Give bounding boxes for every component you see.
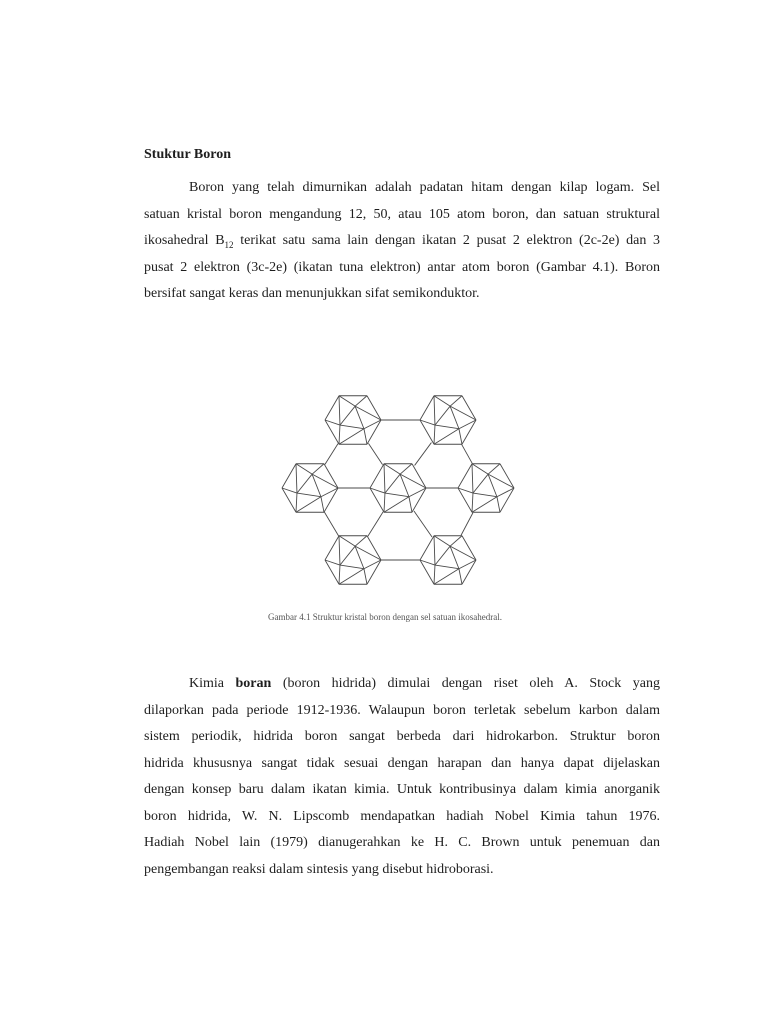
text-run: terikat satu sama lain dengan ikatan 2 pusat 2 elektron (2c-2e) dan 3 [233,233,660,248]
icosahedron-edge [384,464,385,493]
icosahedron-edge [339,565,340,584]
icosahedron-edge [355,546,364,569]
icosahedron [458,464,514,512]
network-link [368,512,383,537]
icosahedron-edge [339,396,355,406]
icosahedron-edge [297,474,312,493]
icosahedron-edge [434,569,459,585]
icosahedron-edge [472,464,473,493]
icosahedron-edge [339,425,340,444]
icosahedron-edge [434,429,459,445]
icosahedron-edge [435,546,450,565]
icosahedron-edge [296,464,312,474]
icosahedron-edge [339,569,364,585]
icosahedron-edge [340,565,364,569]
icosahedron-edge [364,569,367,585]
text-run: ikosahedral B [144,233,225,248]
icosahedron [420,536,476,584]
icosahedron-edge [420,536,434,560]
icosahedron-edge [434,396,450,406]
icosahedron-edge [472,493,473,512]
icosahedron-edge [385,493,409,497]
icosahedron-edge [450,536,462,546]
subscript-12: 12 [224,239,234,250]
icosahedron-edge [339,536,340,565]
icosahedron-edge [434,396,435,425]
icosahedron-edge [434,425,435,444]
paragraph-boron-structure [144,175,660,308]
paragraph-line: dengan konsep baru dalam ikatan kimia. Untuk kontribusinya dalam kimia anorganik [144,782,660,797]
bold-term-boran: boran [235,676,272,691]
icosahedron-edge [364,429,367,445]
icosahedron-edge [355,406,364,429]
icosahedron-edge [340,406,355,425]
icosahedron-edge [497,497,500,513]
icosahedron-edge [450,546,459,569]
icosahedron-edge [473,493,497,497]
text-run: Kimia [189,676,236,691]
paragraph-line: bersifat sangat keras dan menunjukkan sifat semikonduktor. [144,286,480,301]
icosahedron-edge [472,497,497,513]
icosahedron-edge [459,429,462,445]
paragraph-line: dilaporkan pada periode 1912-1936. Walaupun boron terletak sebelum karbon dalam [144,702,660,718]
icosahedron-edge [355,396,367,406]
text-run: (boron hidrida) dimulai dengan riset oleh A. Stock yang [271,676,660,691]
paragraph-line: boron hidrida, W. N. Lipscomb mendapatkan hadiah Nobel Kimia tahun 1976. [144,808,660,824]
paragraph-line: Boron yang telah dimurnikan adalah padatan hitam dengan kilap logam. Sel [189,180,660,195]
icosahedron-edge [384,464,400,474]
paragraph-line: hidrida khususnya sangat tidak sesuai dengan harapan dan hanya dapat dijelaskan [144,755,660,771]
icosahedron-edge [409,497,412,513]
icosahedron-edge [355,536,367,546]
network-link [414,511,432,537]
icosahedron-edge [384,497,409,513]
network-link [368,443,382,464]
network-link [324,512,338,536]
icosahedron-edge [472,464,488,474]
icosahedron-edge [384,493,385,512]
icosahedron-edge [296,493,297,512]
paragraph-borane-chemistry [144,671,660,883]
icosahedron-edge [435,565,459,569]
icosahedron [325,396,381,444]
paragraph-line [144,228,660,255]
paragraph-line: pengembangan reaksi dalam sintesis yang disebut hidroborasi. [144,861,494,877]
icosahedron-edge [370,464,384,488]
icosahedron [370,464,426,512]
icosahedron-edge [325,536,339,560]
icosahedron-edge [325,396,339,420]
icosahedron-edge [312,474,321,497]
figure-caption: Gambar 4.1 Struktur kristal boron dengan sel satuan ikosahedral. [268,612,502,622]
icosahedron-edge [296,497,321,513]
icosahedron-edge [339,429,364,445]
paragraph-line: Hadiah Nobel lain (1979) dianugerahkan ke H. C. Brown untuk penemuan dan [144,835,660,850]
icosahedron-edge [488,474,497,497]
icosahedron-edge [400,464,412,474]
network-link [325,444,338,465]
section-title: Stuktur Boron [144,147,232,162]
icosahedron-edge [435,406,450,425]
icosahedron-edge [458,464,472,488]
icosahedron-edge [434,536,435,565]
network-link [415,443,432,466]
icosahedron-edge [339,396,340,425]
paragraph-line: pusat 2 elektron (3c-2e) (ikatan tuna elektron) antar atom boron (Gambar 4.1). Boron [144,259,660,275]
icosahedron-edge [459,569,462,585]
icosahedron [282,464,338,512]
paragraph-line: satuan kristal boron mengandung 12, 50, atau 105 atom boron, dan satuan struktural [144,206,660,222]
paragraph-line [144,671,660,698]
icosahedron-edge [296,464,297,493]
icosahedron-edge [400,474,409,497]
icosahedron-edge [385,474,400,493]
icosahedron-edge [450,406,459,429]
icosahedron-edge [435,425,459,429]
icosahedron-edge [434,536,450,546]
network-link [461,513,473,535]
icosahedron-edge [297,493,321,497]
icosahedron-edge [312,464,324,474]
icosahedron-edge [420,396,434,420]
icosahedron-edge [282,464,296,488]
boron-crystal-figure [268,376,540,612]
icosahedron-edge [450,396,462,406]
network-link [462,444,473,463]
icosahedron-edge [321,497,324,513]
icosahedron-edge [340,425,364,429]
icosahedron-edge [434,565,435,584]
icosahedron-edge [473,474,488,493]
icosahedron-edge [339,536,355,546]
icosahedron [325,536,381,584]
paragraph-line: sistem periodik, hidrida boron sangat berbeda dari hidrokarbon. Struktur boron [144,729,660,744]
icosahedron [420,396,476,444]
icosahedron-edge [340,546,355,565]
icosahedron-edge [488,464,500,474]
